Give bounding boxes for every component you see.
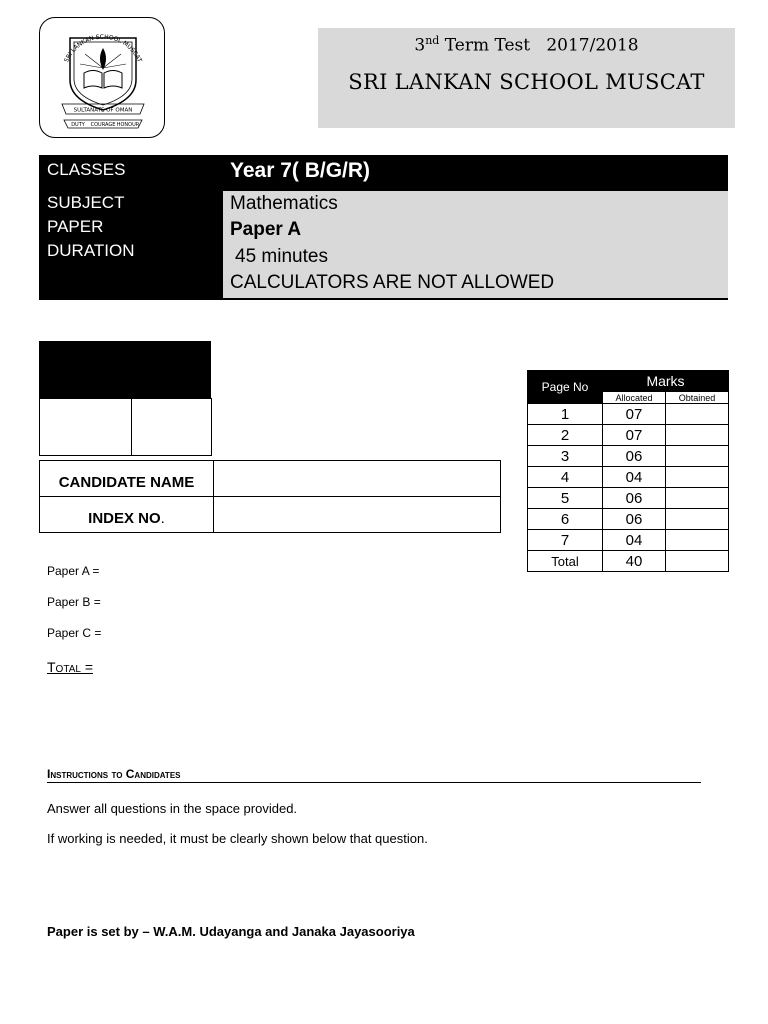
logo-middle-text: SULTANATE OF OMAN [73, 107, 133, 114]
page-number-cell: 5 [528, 488, 603, 509]
total-allocated: 40 [603, 551, 666, 572]
total-row [528, 551, 729, 572]
paper-c-summary: Paper C = [47, 626, 102, 640]
page-number-cell: 2 [528, 425, 603, 446]
duration-label: DURATION [47, 241, 135, 260]
logo-motto-duty: DUTY [71, 122, 85, 128]
term-label: Term Test [439, 35, 531, 56]
exam-info-block [39, 155, 728, 300]
logo-motto-courage: COURAGE [90, 122, 116, 128]
allocated-cell: 04 [603, 467, 666, 488]
page-number-cell: 7 [528, 530, 603, 551]
term-test-line [318, 34, 735, 56]
page-number-cell: 3 [528, 446, 603, 467]
table-row [528, 425, 729, 446]
paper-value: Paper A [230, 219, 302, 240]
index-no-dot: . [160, 510, 165, 527]
total-label: Total [528, 551, 603, 572]
table-row [528, 530, 729, 551]
allocated-cell: 07 [603, 404, 666, 425]
obtained-cell[interactable] [666, 509, 729, 530]
academic-year: 2017/2018 [546, 35, 639, 56]
classes-value: Year 7( B/G/R) [230, 159, 371, 182]
table-row [528, 467, 729, 488]
marker-cells [39, 398, 212, 456]
total-obtained[interactable] [666, 551, 729, 572]
duration-value: 45 minutes [235, 246, 328, 267]
table-row [528, 446, 729, 467]
allocated-cell: 06 [603, 509, 666, 530]
subject-value: Mathematics [230, 193, 338, 214]
allocated-cell: 04 [603, 530, 666, 551]
obtained-cell[interactable] [666, 404, 729, 425]
index-no-field[interactable] [214, 497, 500, 532]
logo-motto-honour: HONOUR [116, 122, 140, 128]
obtained-cell[interactable] [666, 446, 729, 467]
paper-b-summary: Paper B = [47, 595, 101, 609]
paper-setter-credit: Paper is set by – W.A.M. Udayanga and Janaka Jayasooriya [47, 924, 415, 939]
candidate-name-field[interactable] [214, 461, 500, 496]
table-row [528, 404, 729, 425]
paper-label: PAPER [47, 217, 104, 236]
logo-top-text: SRI LANKAN SCHOOL MUSCAT [63, 33, 143, 64]
marks-header-row [528, 371, 729, 392]
calculator-notice: CALCULATORS ARE NOT ALLOWED [230, 272, 555, 293]
allocated-cell: 06 [603, 488, 666, 509]
page-number-cell: 4 [528, 467, 603, 488]
school-crest-icon [40, 18, 166, 139]
header-banner [318, 28, 735, 128]
page-number-cell: 1 [528, 404, 603, 425]
marks-header: Marks [603, 371, 729, 392]
term-ordinal-suffix: nd [425, 34, 440, 47]
allocated-cell: 06 [603, 446, 666, 467]
marker-cells-divider [131, 399, 132, 455]
page-number-cell: 6 [528, 509, 603, 530]
page-no-header: Page No [528, 371, 603, 404]
paper-a-summary: Paper A = [47, 564, 100, 578]
candidate-name-label: CANDIDATE NAME [58, 474, 195, 491]
instruction-line: Answer all questions in the space provided. [47, 801, 298, 816]
school-logo [39, 17, 165, 138]
term-number: 3 [414, 35, 426, 56]
classes-label: CLASSES [47, 160, 126, 179]
obtained-header: Obtained [666, 392, 729, 404]
allocated-header: Allocated [603, 392, 666, 404]
subject-label: SUBJECT [47, 193, 125, 212]
instructions-title: Instructions to Candidates [47, 767, 701, 783]
allocated-cell: 07 [603, 425, 666, 446]
total-summary: Total = [47, 659, 93, 675]
candidate-details-table [39, 460, 501, 533]
index-no-label [40, 510, 213, 527]
exam-details-panel [223, 191, 728, 298]
index-no-text: INDEX NO [88, 510, 161, 527]
table-row [528, 488, 729, 509]
obtained-cell[interactable] [666, 488, 729, 509]
obtained-cell[interactable] [666, 425, 729, 446]
marks-table [527, 370, 729, 572]
marker-black-box [39, 341, 211, 398]
school-name: SRI LANKAN SCHOOL MUSCAT [348, 70, 705, 94]
obtained-cell[interactable] [666, 467, 729, 488]
instruction-line: If working is needed, it must be clearly shown below that question. [47, 831, 428, 846]
table-row [528, 509, 729, 530]
obtained-cell[interactable] [666, 530, 729, 551]
